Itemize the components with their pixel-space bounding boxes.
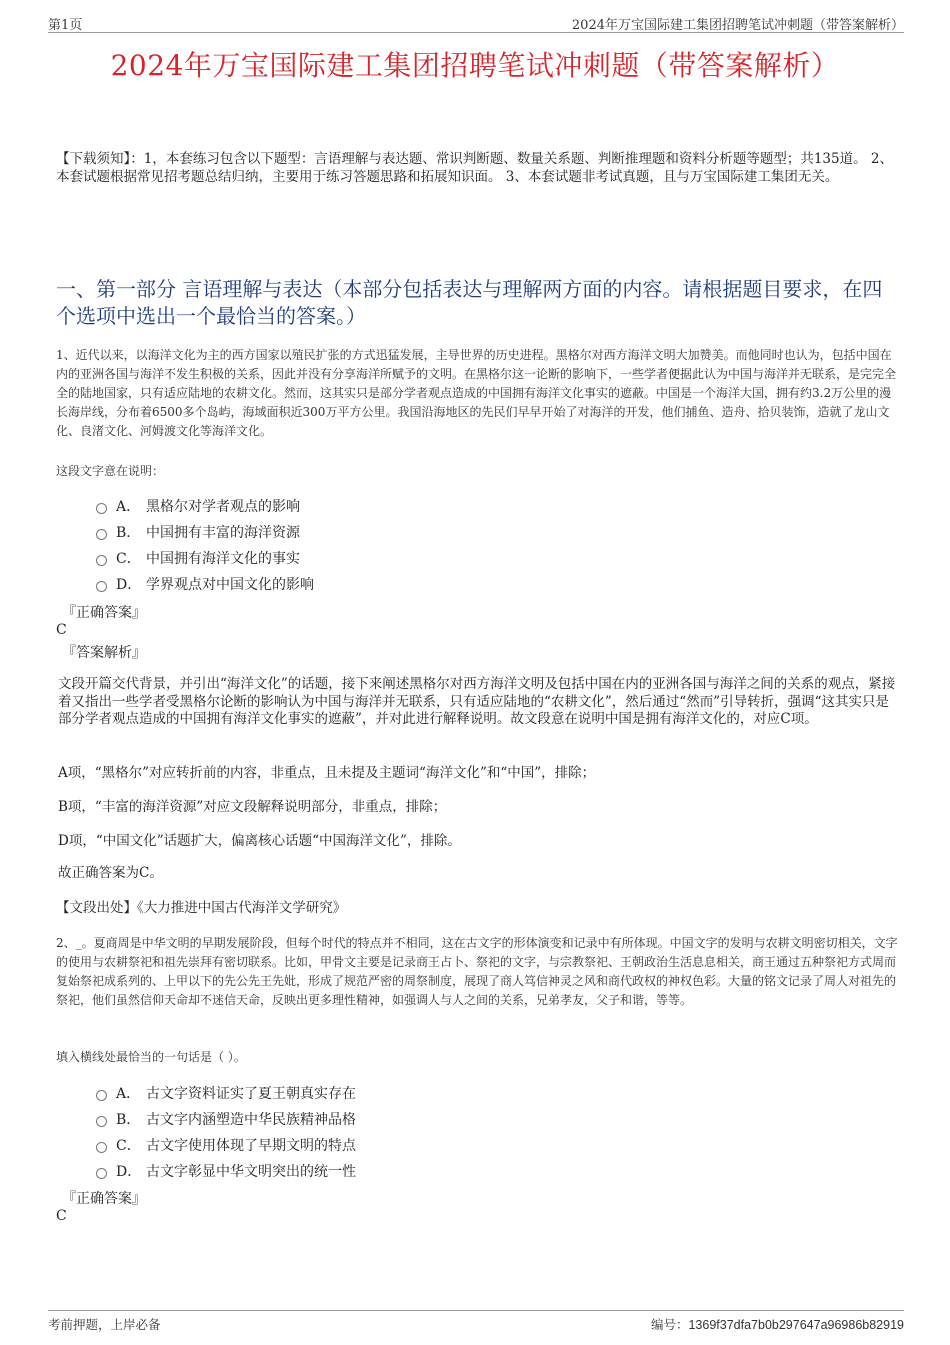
option-text: 古文字内涵塑造中华民族精神品格 [146,1112,356,1128]
option-text: 中国拥有海洋文化的事实 [146,551,300,567]
answer-label: 『正确答案』 [62,605,146,621]
analysis-conclusion: 故正确答案为C。 [58,865,163,881]
question-1-prompt: 这段文字意在说明： [56,464,165,478]
option-a[interactable]: A． 古文字资料证实了夏王朝真实存在 [96,1080,356,1106]
section-heading: 一、第一部分 言语理解与表达（本部分包括表达与理解两方面的内容。请根据题目要求，在四个选项中选出一个最恰当的答案。） [56,277,883,328]
option-b[interactable]: B． 古文字内涵塑造中华民族精神品格 [96,1106,356,1132]
analysis-item-a: A项，“黑格尔”对应转折前的内容，非重点，且未提及主题词“海洋文化”和“中国”，排除； [58,765,596,781]
page-title: 2024年万宝国际建工集团招聘笔试冲刺题（带答案解析） [110,49,840,82]
question-2-prompt: 填入横线处最恰当的一句话是（ ）。 [56,1050,246,1064]
question-2-options [96,1080,356,1184]
radio-icon[interactable] [96,581,107,592]
answer-value: C [56,622,67,638]
option-text: 古文字资料证实了夏王朝真实存在 [146,1086,356,1102]
footer-slogan: 考前押题，上岸必备 [48,1317,161,1332]
page-header [48,12,904,33]
radio-icon[interactable] [96,1090,107,1101]
analysis-label: 『答案解析』 [62,645,146,661]
option-d[interactable]: D． 学界观点对中国文化的影响 [96,571,314,597]
answer-label: 『正确答案』 [62,1191,146,1207]
radio-icon[interactable] [96,503,107,514]
source-citation: 【文段出处】《大力推进中国古代海洋文学研究》 [56,900,347,916]
radio-icon[interactable] [96,555,107,566]
page-footer [48,1310,904,1331]
option-c[interactable]: C． 古文字使用体现了早期文明的特点 [96,1132,356,1158]
option-text: 学界观点对中国文化的影响 [146,577,314,593]
option-text: 黑格尔对学者观点的影响 [146,499,300,515]
page-number: 第1页 [48,18,83,33]
option-text: 中国拥有丰富的海洋资源 [146,525,300,541]
radio-icon[interactable] [96,1168,107,1179]
analysis-item-d: D项，“中国文化”话题扩大，偏离核心话题“中国海洋文化”，排除。 [58,833,461,849]
option-a[interactable]: A． 黑格尔对学者观点的影响 [96,493,314,519]
question-1-options [96,493,314,597]
question-1-text: 1、近代以来，以海洋文化为主的西方国家以殖民扩张的方式迅猛发展，主导世界的历史进程。黑格尔对西方海洋文明大加赞美。而他同时也认为，包括中国在内的亚洲各国与海洋不发生积极的关系，因此并没有分享海洋所赋予的文明。在黑格尔这一论断的影响下，一些学者便据此认为中国与海洋并无联系，是完完全全的陆地国家，只有适应陆地的农耕文化。然而，这其实只是部分学者观点造成的中国拥有海洋文化事实的遮蔽。中国是一个海洋大国，拥有约3.2万公里的漫长海岸线，分布着6500多个岛屿，海域面积近300万平方公里。我国沿海地区的先民们早早开始了对海洋的开发，他们捕鱼、造舟、拾贝装饰，造就了龙山文化、良渚文化、河姆渡文化等海洋文化。 [56,348,897,438]
analysis-paragraph: 文段开篇交代背景，并引出“海洋文化”的话题，接下来阐述黑格尔对西方海洋文明及包括中国在内的亚洲各国与海洋之间的关系的观点，紧接着又指出一些学者受黑格尔论断的影响认为中国与海洋并无联系，只有适应陆地的“农耕文化”，然后通过“然而”引导转折，强调“这其实只是部分学者观点造成的中国拥有海洋文化事实的遮蔽”，并对此进行解释说明。故文段意在说明中国是拥有海洋文化的，对应C项。 [58,676,896,727]
analysis-item-b: B项，“丰富的海洋资源”对应文段解释说明部分，非重点，排除； [58,799,447,815]
question-2-text: 2、_。夏商周是中华文明的早期发展阶段，但每个时代的特点并不相同，这在古文字的形体演变和记录中有所体现。中国文字的发明与农耕文明密切相关，文字的使用与农耕祭祀和祖先崇拜有密切联系。比如，甲骨文主要是记录商王占卜、祭祀的文字，与宗教祭祀、王朝政治生活息息相关，商王通过五种祭祀方式周而复始祭祀成系列的、上甲以下的先公先王先妣，形成了规范严密的周祭制度，展现了商人笃信神灵之风和商代政权的神权色彩。大量的铭文记录了周人对祖先的祭祀，他们虽然信仰天命却不迷信天命，反映出更多理性精神，如强调人与人之间的关系，兄弟孝友，父子和谐，等等。 [56,936,898,1007]
download-notice: 【下载须知】：1，本套练习包含以下题型：言语理解与表达题、常识判断题、数量关系题、判断推理题和资料分析题等题型；共135道。 2、本套试题根据常见招考题总结归纳，主要用于练习答题思路和拓展知识面。 3、本套试题非考试真题，且与万宝国际建工集团无关。 [56,151,893,185]
option-b[interactable]: B． 中国拥有丰富的海洋资源 [96,519,314,545]
header-doc-title: 2024年万宝国际建工集团招聘笔试冲刺题（带答案解析） [571,18,904,33]
radio-icon[interactable] [96,1116,107,1127]
option-c[interactable]: C． 中国拥有海洋文化的事实 [96,545,314,571]
document-id: 编号：1369f37dfa7b0b297647a96986b82919 [650,1318,904,1332]
option-text: 古文字彰显中华文明突出的统一性 [146,1164,356,1180]
radio-icon[interactable] [96,529,107,540]
option-text: 古文字使用体现了早期文明的特点 [146,1138,356,1154]
answer-value: C [56,1208,67,1224]
option-d[interactable]: D． 古文字彰显中华文明突出的统一性 [96,1158,356,1184]
radio-icon[interactable] [96,1142,107,1153]
